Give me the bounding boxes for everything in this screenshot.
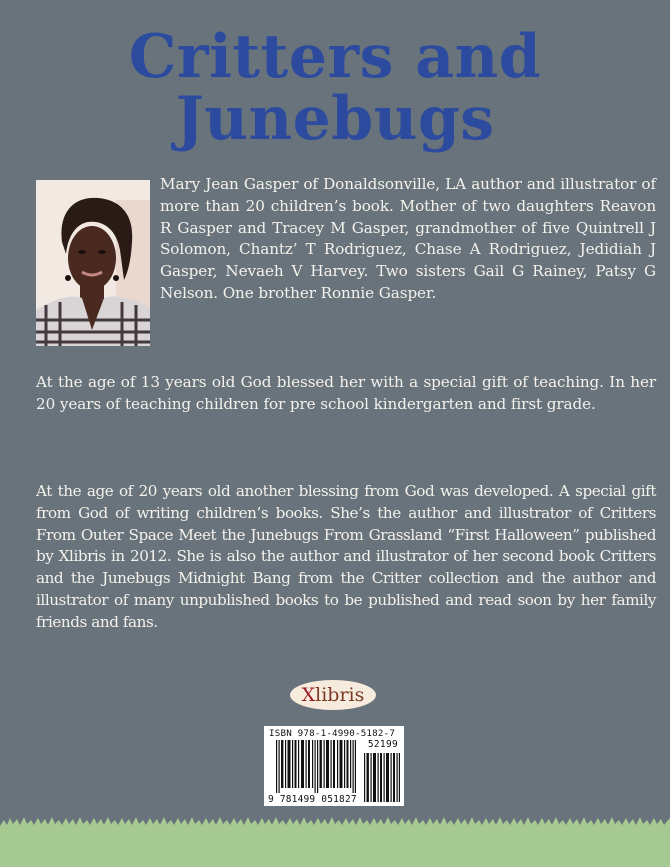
isbn-label: ISBN 978-1-4990-5182-7 bbox=[269, 728, 396, 739]
isbn-barcode bbox=[264, 726, 404, 806]
xlibris-logo bbox=[290, 680, 376, 710]
price-code: 52199 bbox=[367, 739, 398, 750]
logo-letter-x: X bbox=[301, 684, 316, 706]
bio-paragraph-3: At the age of 20 years old another blessing from God was developed. A special gift from God of writing children’s books. She’s the author and illustrator of Critters From Outer Space Meet the Junebugs From Grassland “First Halloween” published by Xlibris in 2012. She is also the author and illustrator of her second book Critters and the Junebugs Midnight Bang from the Critter collection and the author and illustrator of many unpublished books to be published and read soon by her family friends and fans. bbox=[36, 482, 656, 631]
ean-digits: 9 781499 051827 bbox=[268, 794, 357, 805]
bio-paragraph-1: Mary Jean Gasper of Donaldsonville, LA author and illustrator of more than 20 children’s book. Mother of two daughters Reavon R Gasper and Tracey M Gasper, grandmother of five Quintrell J Solomon, Chantz’ T Rodriguez, Chase A Rodriguez, Jedidiah J Gasper, Nevaeh V Harvey. Two sisters Gail G Rainey, Patsy G Nelson. One brother Ronnie Gasper. bbox=[160, 175, 656, 302]
grass-border-icon bbox=[0, 812, 670, 867]
barcode-bars-icon bbox=[276, 740, 356, 793]
book-title bbox=[0, 22, 670, 154]
bio-paragraph-2: At the age of 13 years old God blessed her with a special gift of teaching. In her 20 years of teaching children for pre school kindergarten and first grade. bbox=[36, 373, 656, 413]
title-line-2: Junebugs bbox=[175, 84, 495, 154]
title-line-1: Critters and bbox=[128, 22, 542, 92]
author-portrait-icon bbox=[36, 180, 150, 346]
addon-barcode-bars-icon bbox=[364, 753, 400, 802]
logo-text: libris bbox=[315, 684, 365, 706]
author-photo bbox=[36, 180, 150, 346]
